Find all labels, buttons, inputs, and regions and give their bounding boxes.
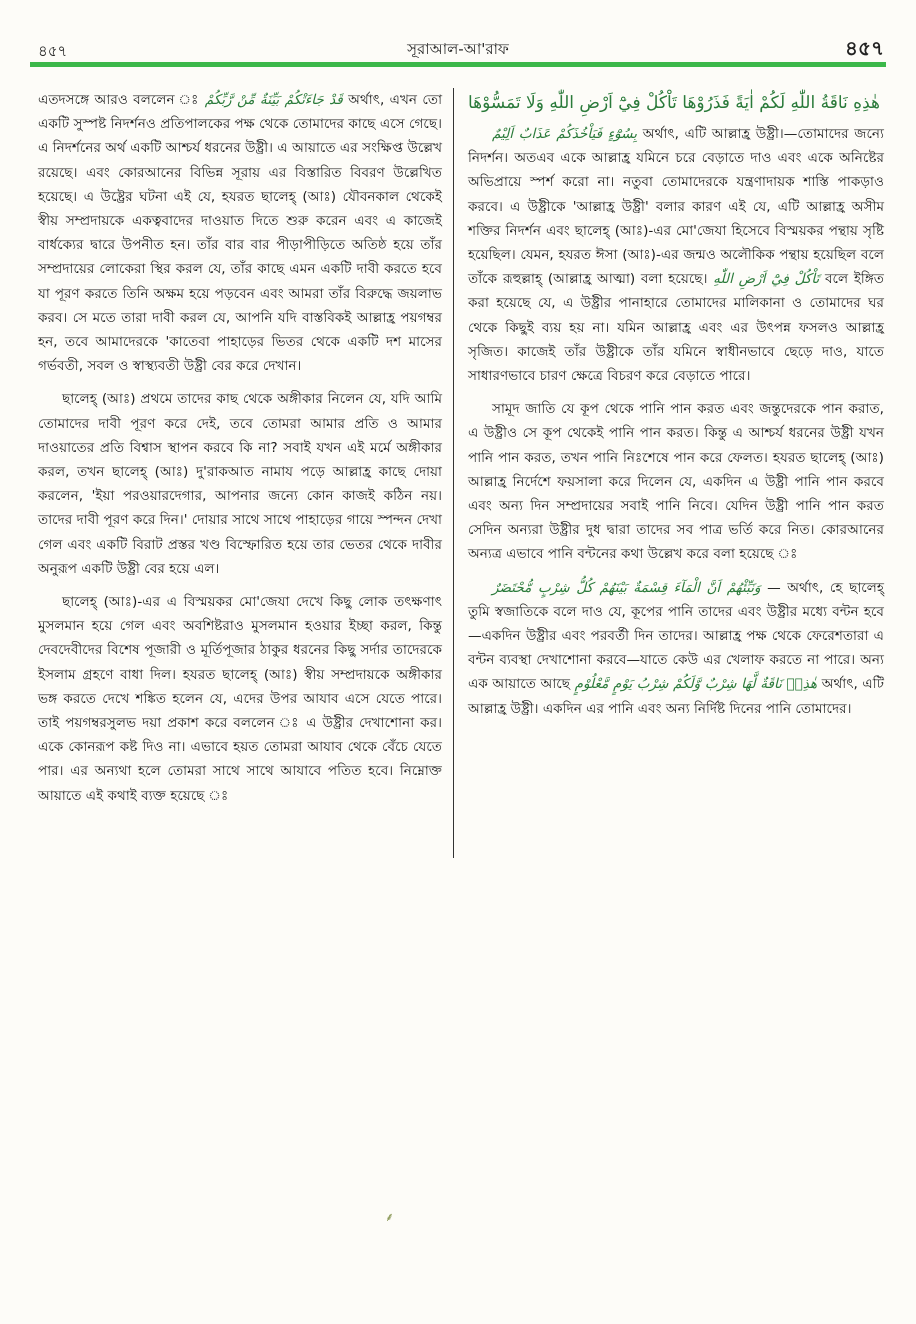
text-span: অর্থাৎ, এখন তো একটি সুস্পষ্ট নিদর্শনও প্রতিপালকের পক্ষ থেকে তোমাদের কাছে এসে গেছে। এ নিদর্শনের অর্থ একটি আশ্চর্য ধরনের উষ্ট্রী। এ আয়াতে এর সংক্ষিপ্ত উল্লেখ রয়েছে। এবং কোরআনের বিভিন্ন সূরায় এর বিস্তারিত বিবরণ উল্লেখিত হয়েছে। এ উষ্ট্রের ঘটনা এই যে, হযরত ছালেহ্ (আঃ) যৌবনকাল থেকেই স্বীয় সম্প্রদায়কে একত্ববাদের দাওয়াত দিতে শুরু করেন এবং এ কাজেই বার্ধক্যের দ্বারে উপনীত হন। তাঁর বার বার পীড়াপীড়িতে অতিষ্ঠ হয়ে তাঁর সম্প্রদায়ের লোকেরা স্থির করল যে, তাঁর কাছে এমন একটি দাবী করতে হবে যা পূরণ করতে তিনি অক্ষম হয়ে পড়বেন এবং আমরা তাঁর বিরুদ্ধে জয়লাভ করব। সে মতে তারা দাবী করল যে, আপনি যদি বাস্তবিকই আল্লাহ্র পয়গম্বর হন, তবে আমাদেরকে 'কাতেবা পাহাড়ের ভিতর থেকে একটি দশ মাসের গর্ভবতী, সবল ও স্বাস্থ্যবতী উষ্ট্রী বের করে দেখান। (38, 92, 443, 375)
arabic-verse: وَّلَكُمْ شِرْبُ يَوْمٍ مَّعْلُوْمٍ (574, 676, 701, 693)
right-column (468, 88, 884, 730)
page-header (0, 0, 916, 70)
paragraph: ছালেহ্ (আঃ) প্রথমে তাদের কাছ থেকে অঙ্গীকার নিলেন যে, যদি আমি তোমাদের দাবী পূরণ করে দেই, তবে তোমরা আমার প্রতি ও আমার দাওয়াতের প্রতি বিশ্বাস স্থাপন করবে কি না? সবাই যখন এই মর্মে অঙ্গীকার করল, তখন ছালেহ্ (আঃ) দু'রাকআত নামায পড়ে আল্লাহ্র কাছে দোয়া করলেন, 'ইয়া পরওয়ারদেগার, আপনার জন্যে কোন কাজই কঠিন নয়। তাদের দাবী পূরণ করে দিন।' দোয়ার সাথে সাথে পাহাড়ের গায়ে স্পন্দন দেখা গেল এবং একটি বিরাট প্রস্তর খণ্ড বিস্ফোরিত হয়ে তার ভেতর থেকে দাবীর অনুরূপ একটি উষ্ট্রী বের হয়ে এল। (38, 391, 442, 577)
arabic-verse: تَاْكُلْ فِيْٓ اَرْضِ اللّٰهِ (713, 271, 820, 288)
paragraph: ছালেহ্ (আঃ)-এর এ বিস্ময়কর মো'জেযা দেখে কিছু লোক তৎক্ষণাৎ মুসলমান হয়ে গেল এবং অবশিষ্টরাও মুসলমান হওয়ার ইচ্ছা করল, কিন্তু দেবদেবীদের বিশেষ পূজারী ও মূর্তিপূজার ঠাকুর ধরনের কিছু সর্দার তাদেরকে ইসলাম গ্রহণে বাধা দিল। হযরত ছালেহ্ (আঃ) স্বীয় সম্প্রদায়কে অঙ্গীকার ভঙ্গ করতে দেখে শঙ্কিত হলেন যে, এদের উপর আযাব এসে যেতে পারে। তাই পয়গম্বরসুলভ দয়া প্রকাশ করে বললেন ঃ এ উষ্ট্রীর দেখাশোনা কর। একে কোনরূপ কষ্ট দিও না। এভাবে হয়ত তোমরা আযাব থেকে বেঁচে যেতে পার। এর অন্যথা হলে তোমরা সাথে সাথে আযাবে পতিত হবে। নিম্নোক্ত আয়াতে এই কথাই ব্যক্ত হয়েছে ঃ (38, 594, 442, 804)
left-column (38, 88, 442, 817)
text-span: — অর্থাৎ, হে ছালেহ্ তুমি স্বজাতিকে বলে দাও যে, কূপের পানি তাদের এবং উষ্ট্রীর মধ্যে বন্টন হবে—একদিন উষ্ট্রীর এবং পরবর্তী দিন তাদের। আল্লাহ্র পক্ষ থেকে ফেরেশতারা এ বন্টন ব্যবস্থা দেখাশোনা করবে—যাতে কেউ এর খেলাফ করতে না পারে। অন্য এক আয়াতে আছে (468, 579, 884, 693)
arabic-verse-heading: هٰذِهِ نَاقَةُ اللّٰهِ لَكُمْ اٰيَةً فَذَرُوْهَا تَاْكُلْ فِيْٓ اَرْضِ اللّٰهِ وَلَا تَمَسُّوْهَا (468, 93, 880, 113)
page-number-left: ৪৫৭ (38, 42, 68, 60)
paragraph (468, 122, 884, 388)
paragraph: সামূদ জাতি যে কূপ থেকে পানি পান করত এবং জন্তুদেরকে পান করাত, এ উষ্ট্রীও সে কূপ থেকেই পানি পান করত। কিন্তু এ আশ্চর্য ধরনের উষ্ট্রী যখন পানি পান করত, তখন পানি নিঃশেষে পান করে ফেলত। হযরত ছালেহ্ (আঃ) আল্লাহ্র নির্দেশে ফয়সালা করে দিলেন যে, একদিন এ উষ্ট্রী পানি পান করবে এবং অন্য দিন সম্প্রদায়ের সবাই পানি নিবে। যেদিন উষ্ট্রী পানি পান করত সেদিন অন্যরা উষ্ট্রীর দুধ দ্বারা তাদের সব পাত্র ভর্তি করে নিত। কোরআনের অন্যত্র এভাবে পানি বন্টনের কথা উল্লেখ করে বলা হয়েছে ঃ (468, 401, 884, 563)
ornament-mark: ⸙ (385, 1210, 395, 1224)
arabic-verse: قَدْ جَاءَتْكُمْ بَيِّنَةٌ مِّنْ رَّبِّكُمْ (204, 92, 343, 108)
paragraph (468, 576, 884, 721)
paragraph (38, 88, 442, 378)
arabic-verse: بِسُوْٓءٍ فَيَاْخُذَكُمْ عَذَابٌ اَلِيْمٌ (492, 126, 638, 142)
running-title: সূরাআল-আ'রাফ (407, 40, 509, 58)
text-span: এতদসঙ্গে আরও বললেন ঃ (38, 92, 200, 108)
column-divider (453, 88, 454, 858)
text-span: অর্থাৎ, এটি আল্লাহ্র উষ্ট্রী।—তোমাদের জন্যে নিদর্শন। অতএব একে আল্লাহ্র যমিনে চরে বেড়াতে দাও এবং একে অনিষ্টের অভিপ্রায়ে স্পর্শ করো না। নতুবা তোমাদেরকে যন্ত্রণাদায়ক শাস্তি পাকড়াও করবে। এ উষ্ট্রীকে 'আল্লাহ্র উষ্ট্রী' বলার কারণ এই যে, এটি আল্লাহ্র অসীম শক্তির নিদর্শন এবং ছালেহ্ (আঃ)-এর মো'জেযা হিসেবে বিস্ময়কর পন্থায় সৃষ্টি হয়েছিল। যেমন, হযরত ঈসা (আঃ)-এর জন্মও অলৌকিক পন্থায় হয়েছিল বলে তাঁকে রূহুল্লাহ্ (আল্লাহ্র আত্মা) বলা হয়েছে। (468, 126, 884, 288)
header-rule (30, 62, 886, 67)
arabic-verse: وَنَبِّئْهُمْ اَنَّ الْمَآءَ قِسْمَةٌ بَيْنَهُمْ كُلُّ شِرْبٍ مُّحْتَضَرٌ (492, 579, 761, 596)
text-span: অর্থাৎ, এটি আল্লাহ্র উষ্ট্রী। একদিন এর পানি এবং অন্য নির্দিষ্ট দিনের পানি তোমাদের। (468, 676, 884, 717)
arabic-verse: هٰذِهٖ نَاقَةٌ لَّهَا شِرْبٌ (704, 676, 818, 693)
page-number-right: ৪৫৭ (845, 36, 884, 60)
text-span: বলে ইঙ্গিত করা হয়েছে যে, এ উষ্ট্রীর পানাহারে তোমাদের মালিকানা ও তোমাদের ঘর থেকে কিছুই ব্যয় হয় না। যমিন আল্লাহ্র এবং এর উৎপন্ন ফসলও আল্লাহ্র সৃজিত। কাজেই তাঁর উষ্ট্রীকে তাঁর যমিনে স্বাধীনভাবে ছেড়ে দাও, যাতে সাধারণভাবে চারণ ক্ষেত্রে বিচরণ করে বেড়াতে পারে। (468, 271, 885, 385)
